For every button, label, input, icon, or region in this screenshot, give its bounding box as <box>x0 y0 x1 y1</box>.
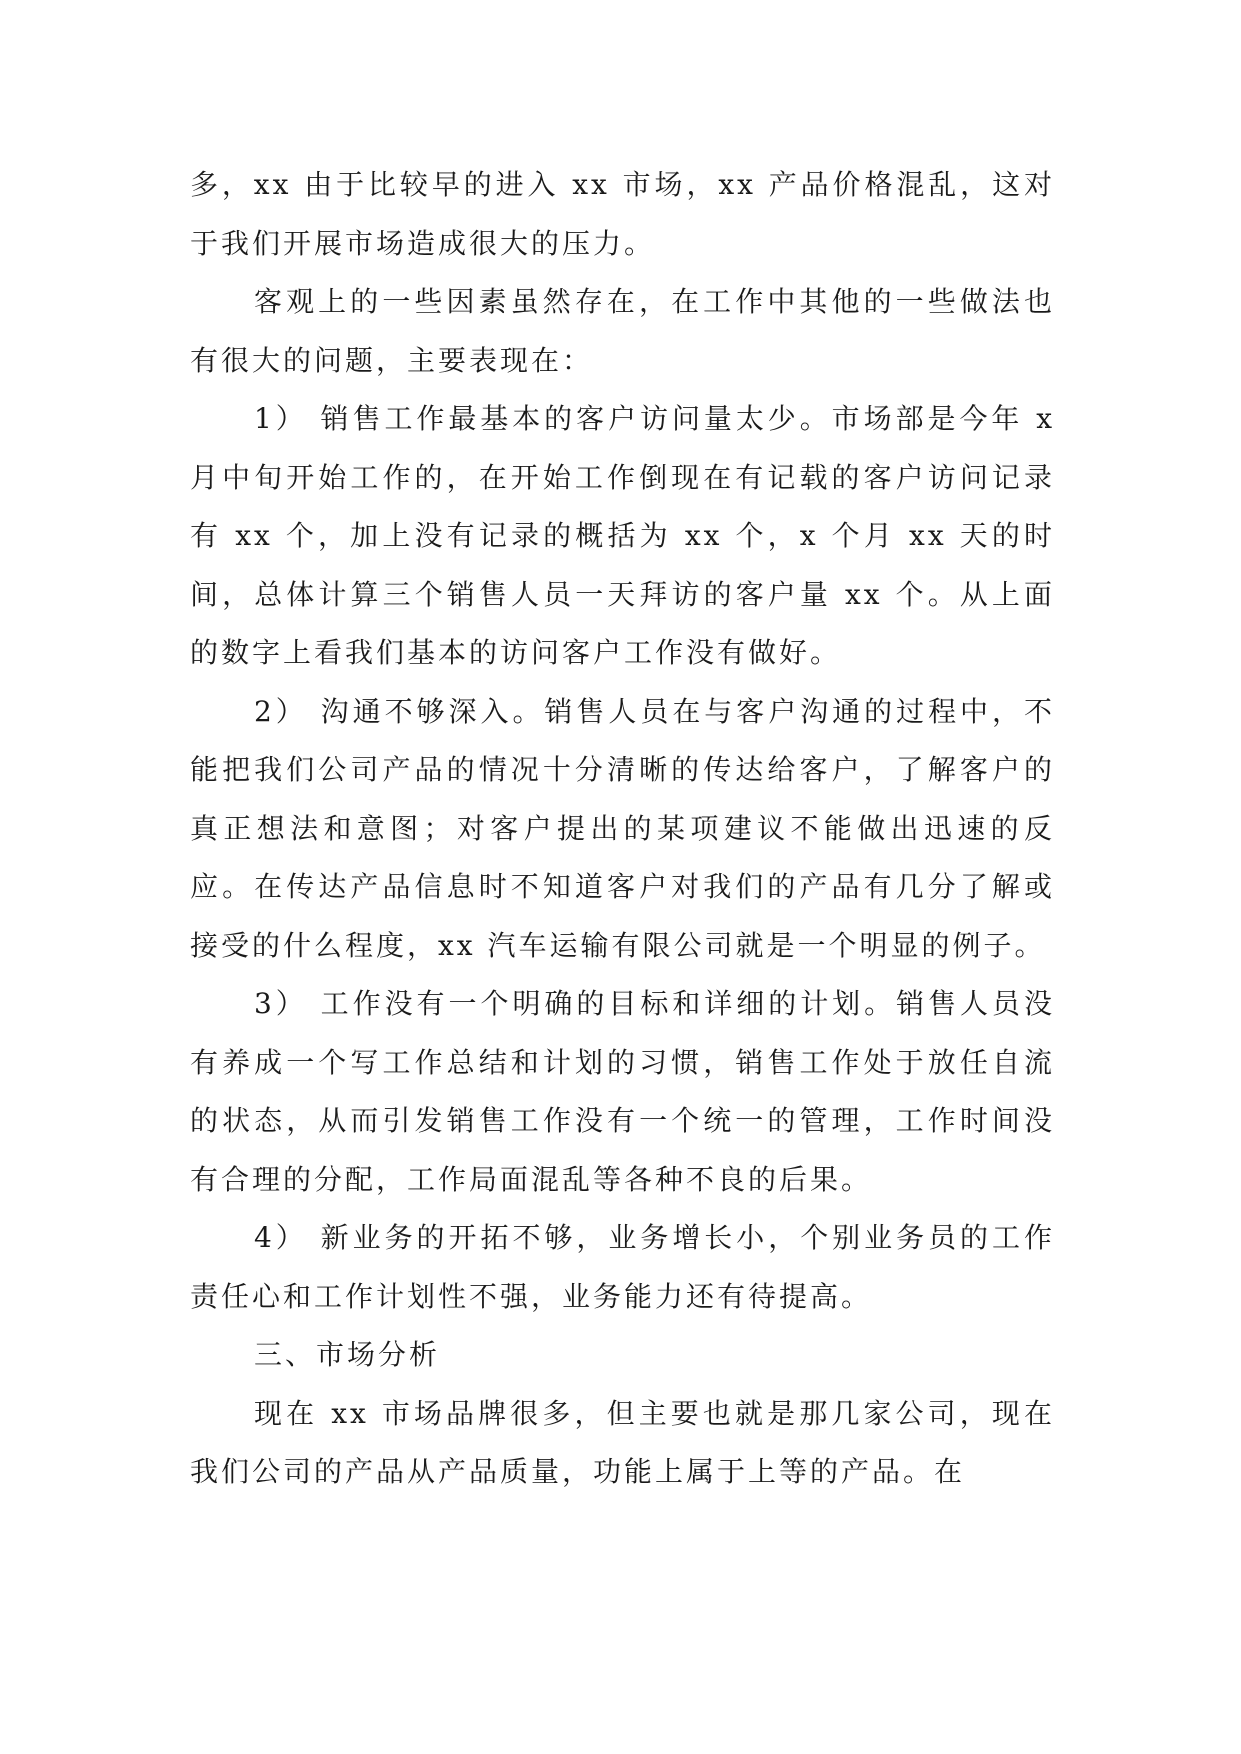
paragraph-objective-factors: 客观上的一些因素虽然存在，在工作中其他的一些做法也有很大的问题，主要表现在： <box>190 285 1055 377</box>
section-heading-market-analysis: 三、市场分析 <box>254 1338 441 1371</box>
paragraph-continuation: 多，xx 由于比较早的进入 xx 市场，xx 产品价格混乱，这对于我们开展市场造成很大的压力。 <box>190 168 1055 260</box>
list-item-3: 3） 工作没有一个明确的目标和详细的计划。销售人员没有养成一个写工作总结和计划的习惯，销售工作处于放任自流的状态，从而引发销售工作没有一个统一的管理，工作时间没有合理的分配，工作局面混乱等各种不良的后果。 <box>190 987 1055 1196</box>
document-body <box>190 156 1055 1502</box>
paragraph-market-analysis: 现在 xx 市场品牌很多，但主要也就是那几家公司，现在我们公司的产品从产品质量，功能上属于上等的产品。在 <box>190 1396 1055 1488</box>
list-item-2: 2） 沟通不够深入。销售人员在与客户沟通的过程中，不能把我们公司产品的情况十分清晰的传达给客户，了解客户的真正想法和意图；对客户提出的某项建议不能做出迅速的反应。在传达产品信息时不知道客户对我们的产品有几分了解或接受的什么程度，xx 汽车运输有限公司就是一个明显的例子。 <box>190 694 1055 962</box>
list-item-1: 1） 销售工作最基本的客户访问量太少。市场部是今年 x 月中旬开始工作的，在开始工作倒现在有记载的客户访问记录有 xx 个，加上没有记录的概括为 xx 个，x 个月 xx 天的时间，总体计算三个销售人员一天拜访的客户量 xx 个。从上面的数字上看我们基本的访问客户工作没有做好。 <box>190 402 1055 669</box>
list-item-4: 4） 新业务的开拓不够，业务增长小，个别业务员的工作责任心和工作计划性不强，业务能力还有待提高。 <box>190 1221 1055 1313</box>
